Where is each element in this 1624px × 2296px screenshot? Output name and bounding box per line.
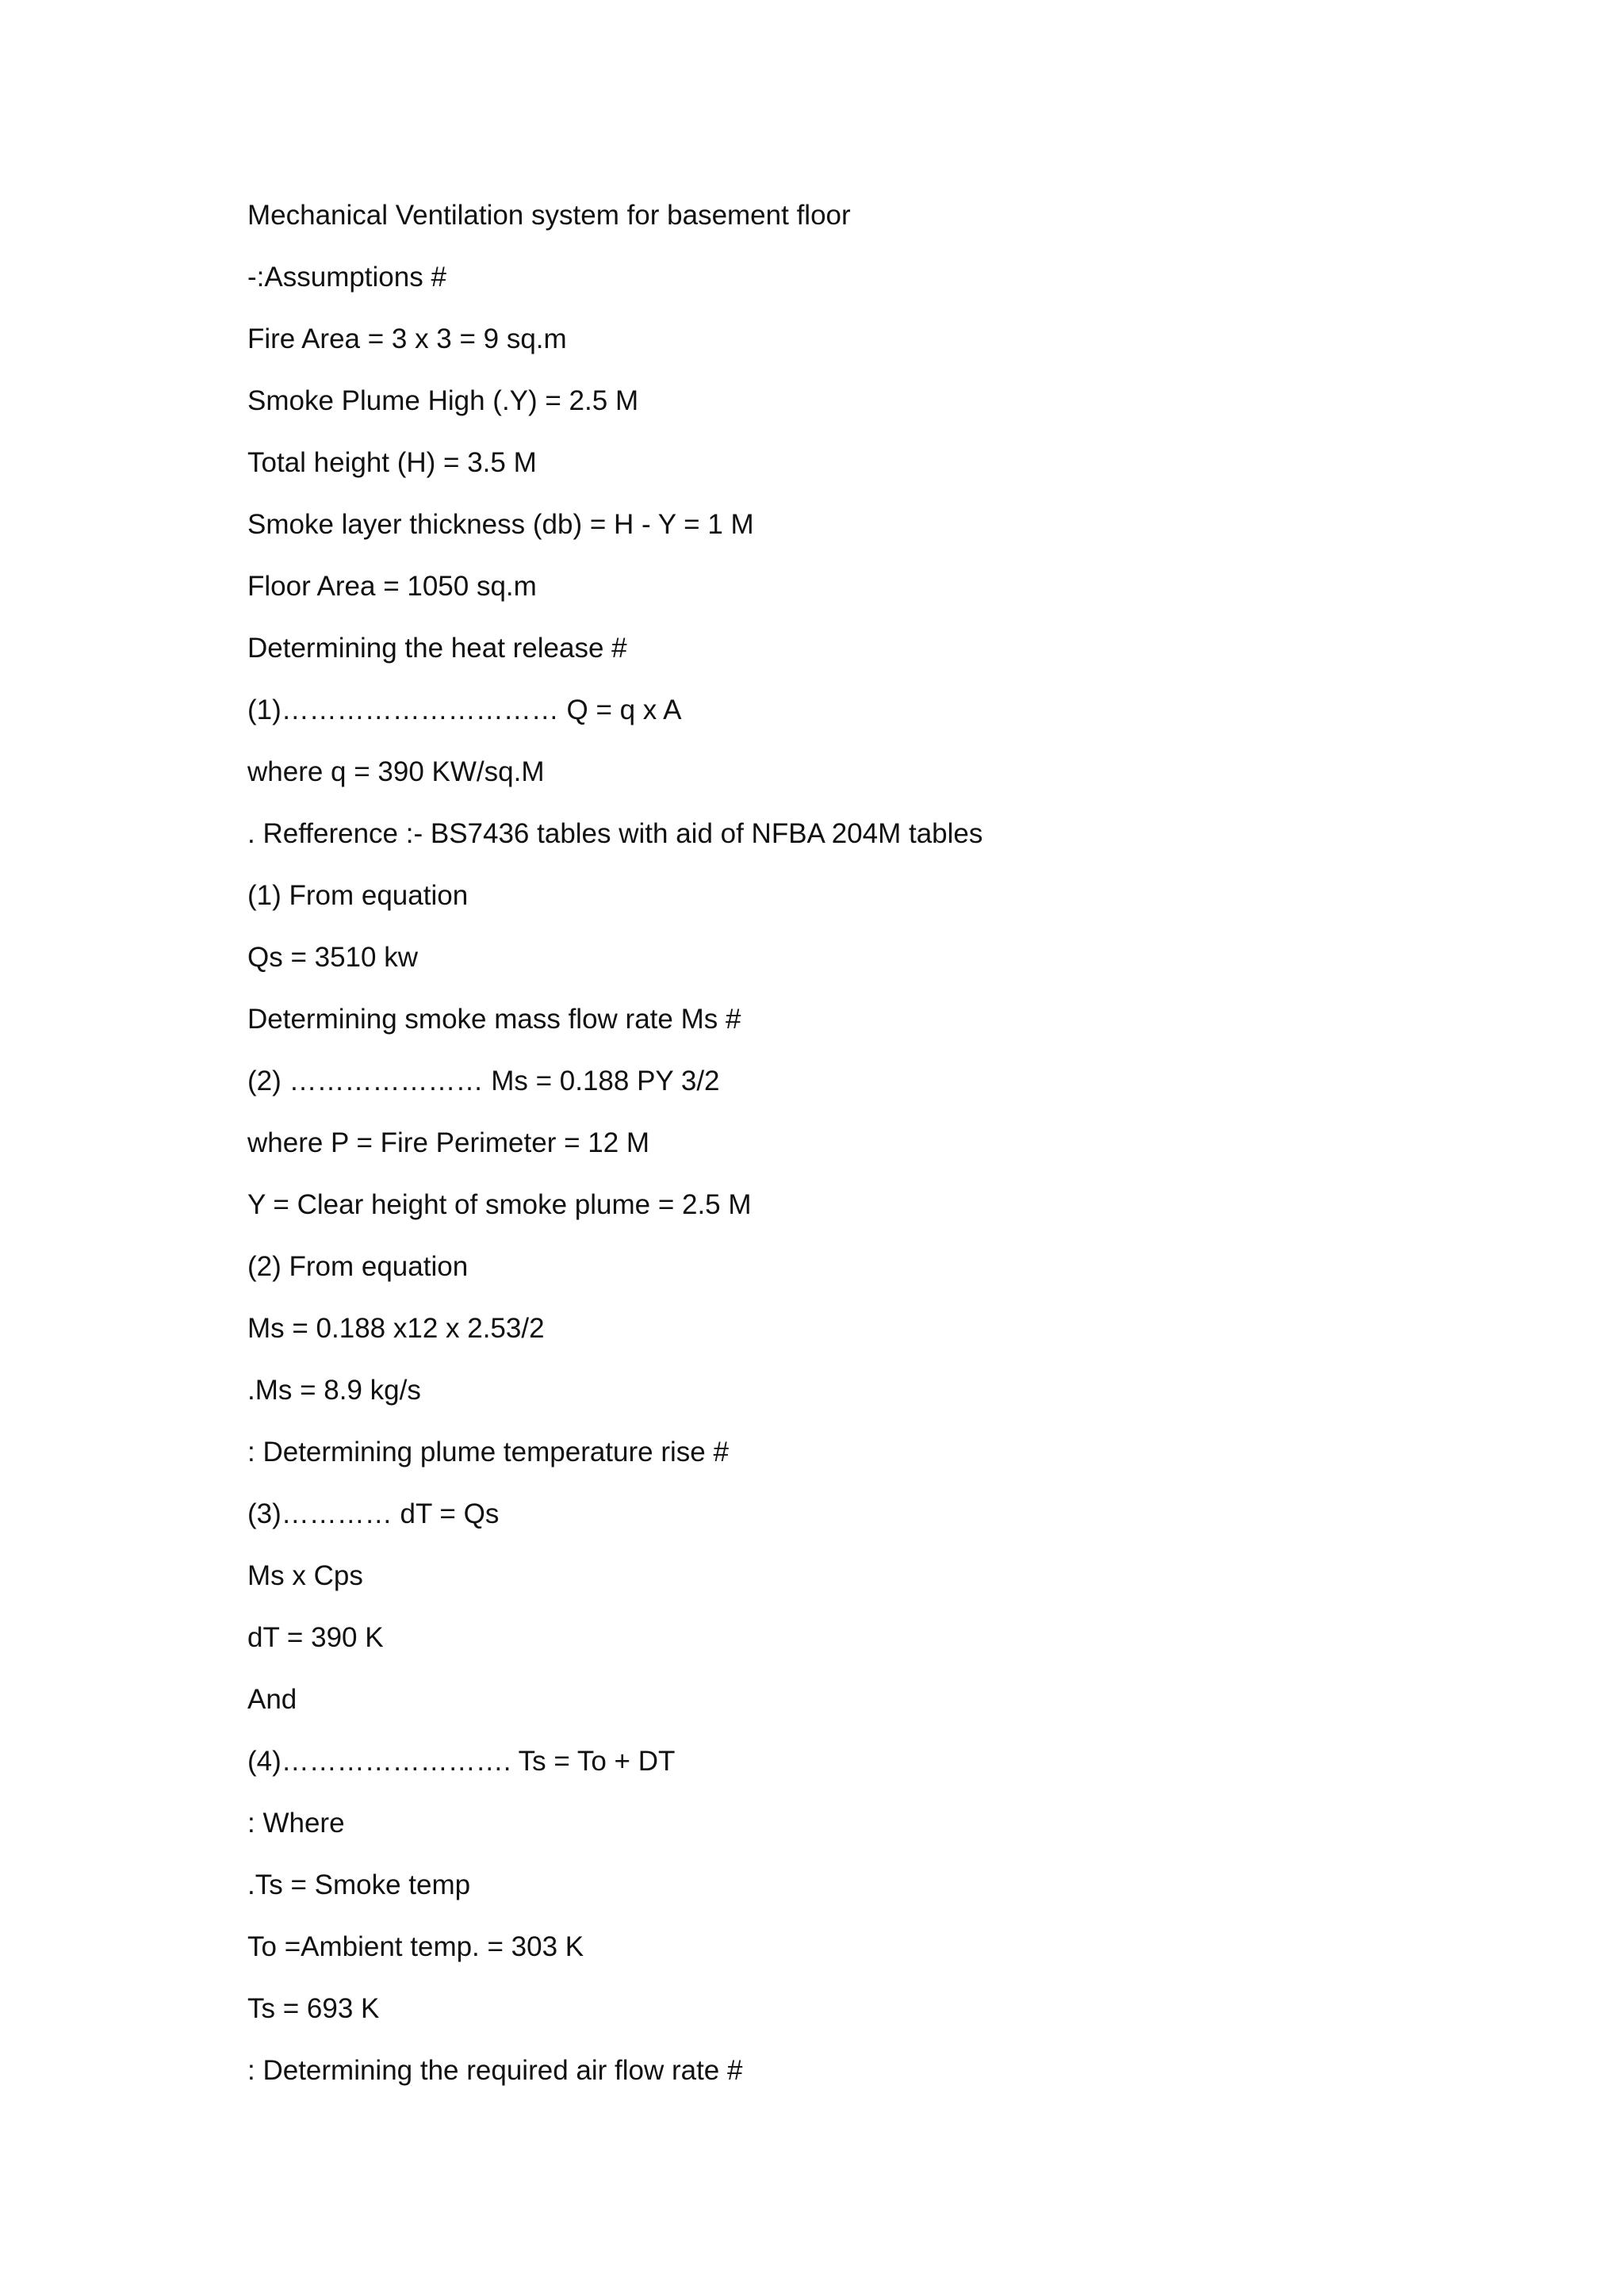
smoke-plume-height-line: Smoke Plume High (.Y) = 2.5 M bbox=[247, 385, 639, 416]
dt-result-line: dT = 390 K bbox=[247, 1622, 384, 1653]
smoke-temp-definition-line: .Ts = Smoke temp bbox=[247, 1869, 471, 1900]
and-line: And bbox=[247, 1684, 297, 1715]
equation-3-denominator-line: Ms x Cps bbox=[247, 1560, 363, 1591]
heat-release-rate-line: where q = 390 KW/sq.M bbox=[247, 756, 545, 787]
qs-result-line: Qs = 3510 kw bbox=[247, 942, 418, 973]
floor-area-line: Floor Area = 1050 sq.m bbox=[247, 571, 537, 602]
smoke-mass-flow-heading: Determining smoke mass flow rate Ms # bbox=[247, 1004, 741, 1035]
equation-4-line: (4)……………………. Ts = To + DT bbox=[247, 1746, 676, 1777]
document-body bbox=[247, 190, 1516, 2107]
heat-release-heading: Determining the heat release # bbox=[247, 633, 627, 664]
equation-3-line: (3)………… dT = Qs bbox=[247, 1498, 500, 1529]
ms-result-line: .Ms = 8.9 kg/s bbox=[247, 1375, 421, 1406]
from-equation-1-line: (1) From equation bbox=[247, 880, 469, 911]
smoke-layer-thickness-line: Smoke layer thickness (db) = H - Y = 1 M bbox=[247, 509, 754, 540]
ambient-temp-line: To =Ambient temp. = 303 K bbox=[247, 1931, 584, 1962]
fire-perimeter-line: where P = Fire Perimeter = 12 M bbox=[247, 1127, 650, 1158]
ts-result-line: Ts = 693 K bbox=[247, 1993, 380, 2024]
reference-line: . Refference :- BS7436 tables with aid of NFBA 204M tables bbox=[247, 818, 983, 849]
total-height-line: Total height (H) = 3.5 M bbox=[247, 447, 537, 478]
air-flow-rate-heading: : Determining the required air flow rate # bbox=[247, 2055, 743, 2086]
equation-2-line: (2) ………………… Ms = 0.188 PY 3/2 bbox=[247, 1066, 720, 1096]
where-line: : Where bbox=[247, 1808, 345, 1839]
clear-height-line: Y = Clear height of smoke plume = 2.5 M bbox=[247, 1189, 752, 1220]
equation-1-line: (1)………………………… Q = q x A bbox=[247, 695, 682, 725]
ms-calculation-line: Ms = 0.188 x12 x 2.53/2 bbox=[247, 1313, 545, 1344]
document-title: Mechanical Ventilation system for basement floor bbox=[247, 200, 851, 231]
fire-area-line: Fire Area = 3 x 3 = 9 sq.m bbox=[247, 323, 567, 354]
assumptions-heading: -:Assumptions # bbox=[247, 262, 446, 293]
plume-temperature-heading: : Determining plume temperature rise # bbox=[247, 1437, 729, 1468]
from-equation-2-line: (2) From equation bbox=[247, 1251, 469, 1282]
